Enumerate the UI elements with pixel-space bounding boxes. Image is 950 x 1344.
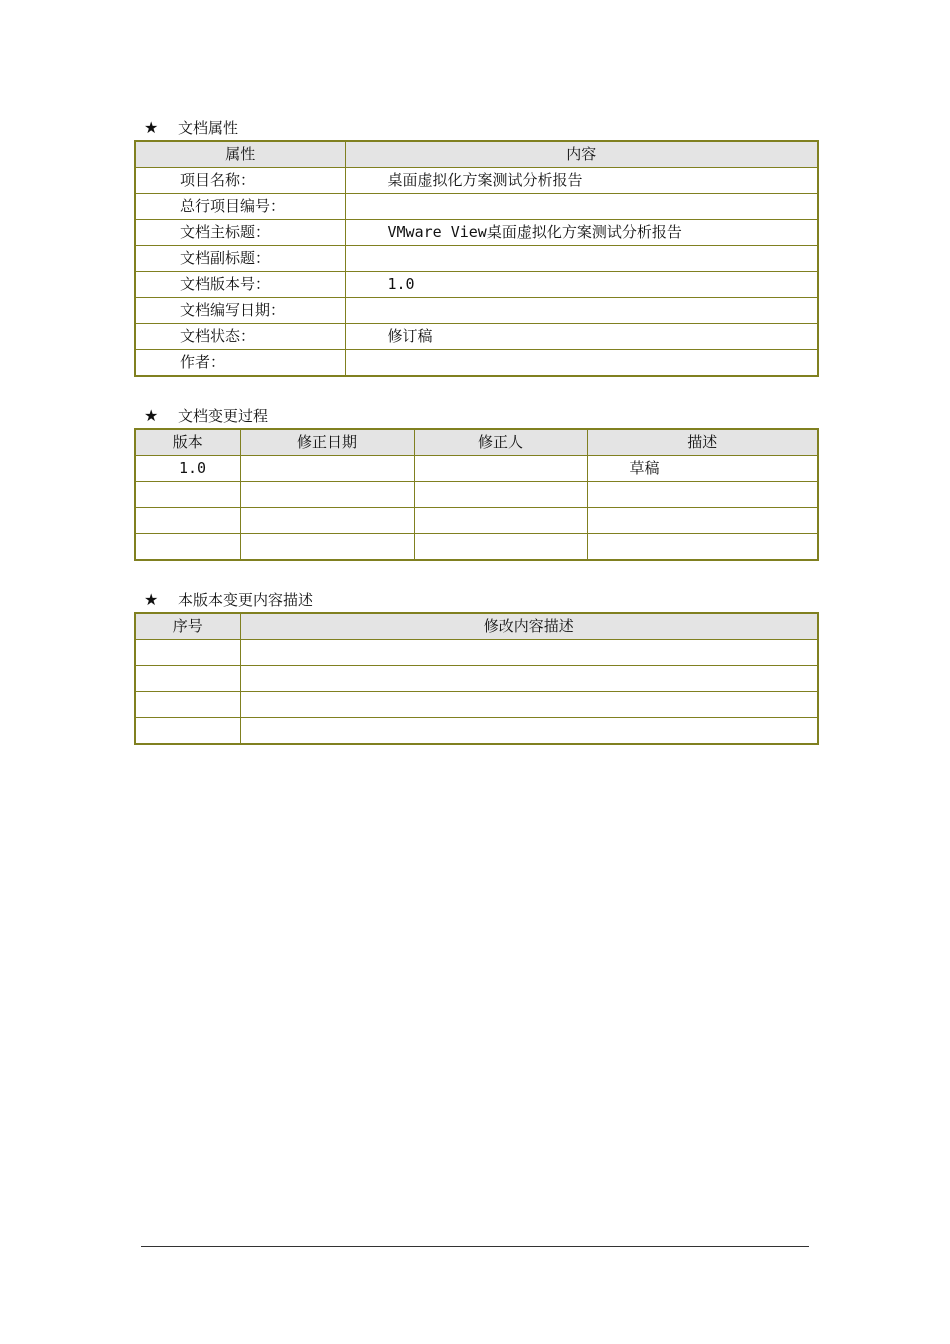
document-properties-table (134, 140, 819, 377)
attr-label: 总行项目编号： (135, 194, 345, 220)
change-description-cell (240, 666, 818, 692)
table-row (135, 168, 818, 194)
attr-value: 桌面虚拟化方案测试分析报告 (345, 168, 818, 194)
serial-cell (135, 692, 240, 718)
header-reviser: 修正人 (414, 429, 587, 456)
header-serial-number: 序号 (135, 613, 240, 640)
serial-cell (135, 640, 240, 666)
attr-label: 文档编写日期： (135, 298, 345, 324)
description-cell (587, 482, 818, 508)
table-row (135, 718, 818, 745)
table-row (135, 666, 818, 692)
table-row (135, 534, 818, 561)
attr-label: 文档状态： (135, 324, 345, 350)
date-cell (240, 456, 414, 482)
version-cell (135, 508, 240, 534)
date-cell (240, 482, 414, 508)
header-revision-date: 修正日期 (240, 429, 414, 456)
serial-cell (135, 718, 240, 745)
attr-label: 文档主标题： (135, 220, 345, 246)
change-history-table (134, 428, 819, 561)
footer-divider (141, 1246, 809, 1247)
version-cell (135, 534, 240, 561)
table-row (135, 508, 818, 534)
attr-value: 1.0 (345, 272, 818, 298)
table-row (135, 482, 818, 508)
change-description-cell (240, 718, 818, 745)
table-row (135, 246, 818, 272)
section-title-text: 文档变更过程 (178, 407, 269, 425)
attr-label: 文档版本号： (135, 272, 345, 298)
section-title-change-history (144, 406, 268, 426)
table-row (135, 350, 818, 377)
version-changes-table (134, 612, 819, 745)
table-row (135, 456, 818, 482)
table-header-row (135, 613, 818, 640)
star-icon: ★ (144, 406, 159, 425)
reviser-cell (414, 456, 587, 482)
description-cell (587, 534, 818, 561)
attr-value (345, 350, 818, 377)
attr-label: 文档副标题： (135, 246, 345, 272)
version-cell (135, 482, 240, 508)
version-cell: 1.0 (135, 456, 240, 482)
reviser-cell (414, 482, 587, 508)
table-row (135, 692, 818, 718)
header-version: 版本 (135, 429, 240, 456)
serial-cell (135, 666, 240, 692)
section-title-document-properties (144, 118, 238, 138)
attr-label: 作者： (135, 350, 345, 377)
section-title-text: 本版本变更内容描述 (178, 591, 314, 609)
section-title-version-changes (144, 590, 313, 610)
header-attribute: 属性 (135, 141, 345, 168)
date-cell (240, 534, 414, 561)
attr-value (345, 298, 818, 324)
star-icon: ★ (144, 118, 159, 137)
attr-value: 修订稿 (345, 324, 818, 350)
star-icon: ★ (144, 590, 159, 609)
change-description-cell (240, 640, 818, 666)
attr-value: VMware View桌面虚拟化方案测试分析报告 (345, 220, 818, 246)
table-header-row (135, 429, 818, 456)
header-change-description: 修改内容描述 (240, 613, 818, 640)
table-row (135, 324, 818, 350)
date-cell (240, 508, 414, 534)
table-row (135, 220, 818, 246)
table-row (135, 194, 818, 220)
header-description: 描述 (587, 429, 818, 456)
change-description-cell (240, 692, 818, 718)
attr-value (345, 246, 818, 272)
reviser-cell (414, 534, 587, 561)
table-header-row (135, 141, 818, 168)
description-cell (587, 508, 818, 534)
table-row (135, 640, 818, 666)
attr-value (345, 194, 818, 220)
table-row (135, 272, 818, 298)
header-content: 内容 (345, 141, 818, 168)
description-cell: 草稿 (587, 456, 818, 482)
reviser-cell (414, 508, 587, 534)
table-row (135, 298, 818, 324)
attr-label: 项目名称： (135, 168, 345, 194)
section-title-text: 文档属性 (178, 119, 239, 137)
